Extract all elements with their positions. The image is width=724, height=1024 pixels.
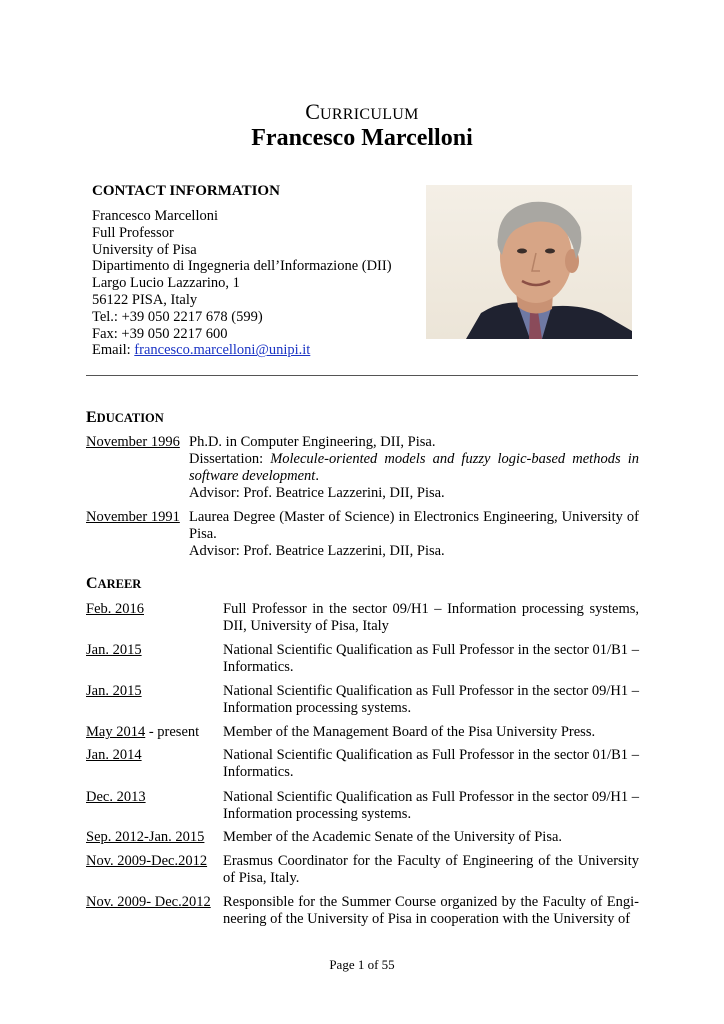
dissertation-label: Dissertation:: [189, 451, 271, 467]
career-description: Erasmus Coordinator for the Faculty of Engineering of the University of Pisa, Italy.: [223, 853, 639, 886]
career-heading-rest: AREER: [97, 577, 142, 591]
career-date: Jan. 2014: [86, 747, 142, 763]
section-divider: [86, 375, 638, 376]
contact-line: 56122 PISA, Italy: [92, 291, 198, 308]
document-title: [0, 99, 724, 125]
contact-line: Francesco Marcelloni: [92, 208, 219, 224]
career-description: Member of the Academic Senate of the University of Pisa.: [223, 829, 563, 845]
education-description: [189, 509, 639, 560]
contact-heading: CONTACT INFORMATION: [92, 183, 280, 199]
degree-line: Ph.D. in Computer Engineering, DII, Pisa.: [189, 434, 436, 450]
career-entry: [86, 894, 639, 928]
email-label: Email:: [92, 342, 135, 359]
career-entry: [86, 683, 639, 717]
career-entry: [86, 601, 639, 635]
education-entry: [86, 509, 639, 561]
career-description: Member of the Management Board of the Pisa University Press.: [223, 724, 596, 740]
career-date: Jan. 2015: [86, 683, 142, 699]
education-heading: [86, 409, 164, 427]
contact-line: Dipartimento di Ingegneria dell’Informazione (DII): [92, 258, 392, 275]
page-number: Page 1 of 55: [329, 957, 395, 972]
education-date: November 1996: [86, 434, 180, 450]
career-description: Full Professor in the sector 09/H1 – Information processing systems, DII, University of Pisa, Italy: [223, 601, 639, 634]
contact-line: Full Professor: [92, 224, 174, 241]
career-description: National Scientific Qualification as Full Professor in the sector 01/B1 – Informatics.: [223, 747, 639, 780]
career-date: Feb. 2016: [86, 601, 144, 617]
career-entry: [86, 747, 639, 781]
dissertation-title: Molecule-oriented models and fuzzy logic-based methods in software development: [189, 451, 639, 484]
career-entry: [86, 829, 639, 846]
career-date: Nov. 2009- Dec.2012: [86, 894, 211, 910]
contact-line: University of Pisa: [92, 241, 197, 258]
career-date: Jan. 2015: [86, 642, 142, 658]
career-heading-first: C: [86, 575, 98, 592]
portrait-photo: [426, 185, 632, 339]
career-description: National Scientific Qualification as Full Professor in the sector 01/B1 – Informatics.: [223, 642, 639, 675]
career-date: Sep. 2012-Jan. 2015: [86, 829, 205, 845]
career-entry: [86, 789, 639, 823]
career-date: Nov. 2009-Dec.2012: [86, 853, 208, 869]
education-entry: [86, 434, 639, 502]
career-date: Dec. 2013: [86, 789, 146, 805]
career-description: National Scientific Qualification as Full Professor in the sector 09/H1 – Information processing systems.: [223, 683, 639, 716]
dissertation-end: .: [315, 468, 319, 484]
career-entry: [86, 642, 639, 676]
education-heading-rest: DUCATION: [96, 411, 164, 425]
career-entry: [86, 853, 639, 887]
education-description: [189, 434, 639, 502]
portrait-illustration: [426, 185, 632, 339]
contact-line: Fax: +39 050 2217 600: [92, 325, 228, 342]
career-description: Responsible for the Summer Course organized by the Faculty of Engi- neering of the University of Pisa in cooperation with the University of: [223, 894, 639, 927]
contact-email-line: [92, 342, 392, 359]
education-date: November 1991: [86, 509, 180, 525]
contact-line: Tel.: +39 050 2217 678 (599): [92, 308, 263, 325]
title-first-letter: C: [305, 99, 320, 124]
advisor-line: Advisor: Prof. Beatrice Lazzerini, DII, Pisa.: [189, 485, 445, 501]
career-entry: [86, 724, 639, 741]
career-heading: [86, 575, 141, 593]
career-description: National Scientific Qualification as Full Professor in the sector 09/H1 – Information processing systems.: [223, 789, 639, 822]
career-date-suffix: - present: [145, 724, 200, 740]
email-link[interactable]: francesco.marcelloni@unipi.it: [134, 342, 311, 359]
advisor-line: Advisor: Prof. Beatrice Lazzerini, DII, Pisa.: [189, 543, 445, 559]
title-rest: URRICULUM: [319, 106, 419, 123]
degree-line: Laurea Degree (Master of Science) in Electronics Engineering, University of Pisa.: [189, 509, 639, 542]
person-name: Francesco Marcelloni: [251, 125, 473, 151]
career-date: May 2014: [86, 724, 146, 740]
contact-info: [92, 208, 392, 359]
career-date-group: [86, 724, 199, 741]
contact-line: Largo Lucio Lazzarino, 1: [92, 275, 240, 292]
dissertation-line: [189, 451, 639, 485]
education-heading-first: E: [86, 409, 97, 426]
